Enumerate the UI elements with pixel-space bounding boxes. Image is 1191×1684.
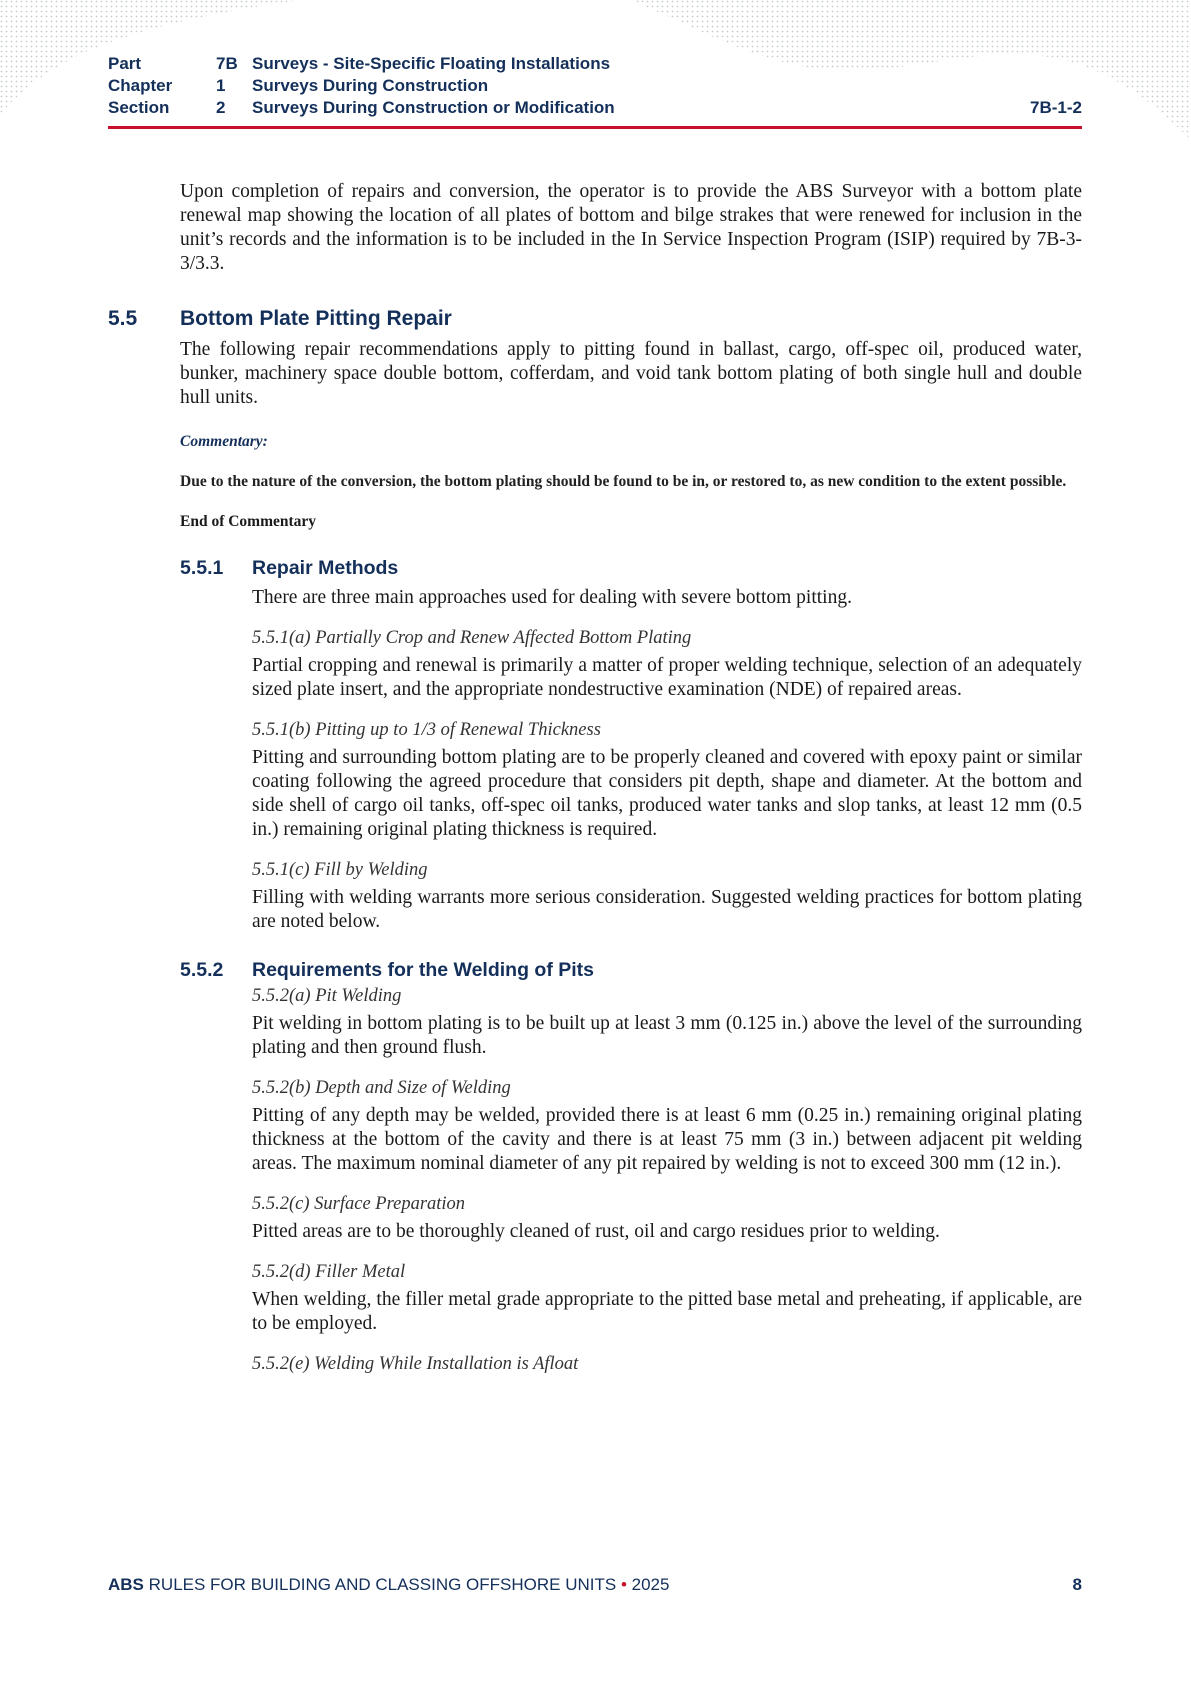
item-5-5-1-b-title: 5.5.1(b) Pitting up to 1/3 of Renewal Thickness bbox=[252, 720, 601, 740]
item-5-5-2-b-title: 5.5.2(b) Depth and Size of Welding bbox=[252, 1078, 511, 1098]
header-divider bbox=[108, 126, 1082, 129]
header-chapter-label: Chapter bbox=[108, 76, 173, 95]
item-5-5-2-d-title: 5.5.2(d) Filler Metal bbox=[252, 1262, 406, 1282]
subsection-title: Requirements for the Welding of Pits bbox=[252, 959, 595, 981]
commentary-text: Due to the nature of the conversion, the bottom plating should be found to be in, or restored to, as new condition to the extent possible. bbox=[180, 473, 1067, 490]
item-5-5-1-a-text: Partial cropping and renewal is primarily a matter of proper welding technique, selection of an adequately sized plate insert, and the appropriate nondestructive examination (NDE) of repaired areas. bbox=[252, 655, 1082, 700]
footer-title: RULES FOR BUILDING AND CLASSING OFFSHORE UNITS bbox=[148, 1575, 617, 1594]
item-5-5-1-c-title: 5.5.1(c) Fill by Welding bbox=[252, 860, 428, 880]
running-header bbox=[108, 53, 1082, 119]
intro-paragraph: Upon completion of repairs and conversion, the operator is to provide the ABS Surveyor with a bottom plate renewal map showing the location of all plates of bottom and bilge strakes that were renewed for inclusion in the unit’s records and the information is to be included in the In Service Inspection Program (ISIP) required by 7B-3-3/3.3. bbox=[180, 181, 1082, 274]
item-5-5-2-e-title: 5.5.2(e) Welding While Installation is Afloat bbox=[252, 1354, 579, 1374]
header-section-label: Section bbox=[108, 98, 170, 117]
header-section-title: Surveys During Construction or Modification bbox=[252, 98, 615, 117]
subsection-title: Repair Methods bbox=[252, 557, 399, 579]
header-chapter-title: Surveys During Construction bbox=[252, 76, 489, 95]
header-section-row bbox=[108, 97, 1082, 119]
subsection-number: 5.5.1 bbox=[180, 557, 224, 579]
item-5-5-2-a-title: 5.5.2(a) Pit Welding bbox=[252, 986, 402, 1006]
header-section-number: 2 bbox=[216, 98, 226, 117]
commentary-title: Commentary: bbox=[180, 433, 268, 450]
subsection-number: 5.5.2 bbox=[180, 959, 224, 981]
item-5-5-2-b-text: Pitting of any depth may be welded, provided there is at least 6 mm (0.25 in.) remaining original plating thickness at the bottom of the cavity and there is at least 75 mm (3 in.) between adjacent pit welding areas. The maximum nominal diameter of any pit repaired by welding is not to exceed 300 mm (12 in.). bbox=[252, 1105, 1082, 1174]
item-5-5-2-c-title: 5.5.2(c) Surface Preparation bbox=[252, 1194, 466, 1214]
header-page-ref: 7B-1-2 bbox=[1030, 98, 1082, 117]
item-5-5-2-a-text: Pit welding in bottom plating is to be built up at least 3 mm (0.125 in.) above the level of the surrounding plating and then ground flush. bbox=[252, 1013, 1082, 1058]
footer-brand-logo: ABS bbox=[108, 1575, 144, 1594]
header-part-label: Part bbox=[108, 54, 142, 73]
item-5-5-2-d-text: When welding, the filler metal grade appropriate to the pitted base metal and preheating, if applicable, are to be employed. bbox=[252, 1289, 1082, 1334]
page-content bbox=[108, 180, 1082, 1376]
item-5-5-2-c-text: Pitted areas are to be thoroughly cleaned of rust, oil and cargo residues prior to welding. bbox=[252, 1221, 940, 1242]
commentary-end: End of Commentary bbox=[180, 513, 317, 530]
header-chapter-row bbox=[108, 75, 1082, 97]
header-chapter-number: 1 bbox=[216, 76, 226, 95]
header-part-row bbox=[108, 53, 1082, 75]
footer-bullet: • bbox=[620, 1575, 627, 1594]
footer-year: 2025 bbox=[631, 1575, 670, 1594]
subsection-5-5-1-heading bbox=[180, 556, 1082, 580]
page-footer bbox=[108, 1575, 1082, 1595]
header-part-number: 7B bbox=[216, 54, 238, 73]
subsection-5-5-2-heading bbox=[180, 958, 1082, 982]
section-5-5-paragraph: The following repair recommendations apply to pitting found in ballast, cargo, off-spec oil, produced water, bunker, machinery space double bottom, cofferdam, and void tank bottom plating of both single hull and double hull units. bbox=[180, 339, 1082, 408]
footer-title-line bbox=[108, 1575, 669, 1595]
section-title: Bottom Plate Pitting Repair bbox=[180, 307, 452, 330]
item-5-5-1-b-text: Pitting and surrounding bottom plating are to be properly cleaned and covered with epoxy paint or similar coating following the agreed procedure that considers pit depth, shape and diameter. At the bottom and side shell of cargo oil tanks, off-spec oil tanks, produced water tanks and slop tanks, at least 12 mm (0.5 in.) remaining original plating thickness is required. bbox=[252, 747, 1082, 840]
item-5-5-1-c-text: Filling with welding warrants more serious consideration. Suggested welding practices for bottom plating are noted below. bbox=[252, 887, 1082, 932]
section-number: 5.5 bbox=[108, 307, 138, 330]
section-5-5-heading bbox=[108, 306, 1082, 332]
paragraph-5-5-1: There are three main approaches used for dealing with severe bottom pitting. bbox=[252, 587, 852, 608]
header-part-title: Surveys - Site-Specific Floating Installations bbox=[252, 54, 611, 73]
footer-page-number: 8 bbox=[1072, 1575, 1082, 1594]
item-5-5-1-a-title: 5.5.1(a) Partially Crop and Renew Affected Bottom Plating bbox=[252, 628, 692, 648]
